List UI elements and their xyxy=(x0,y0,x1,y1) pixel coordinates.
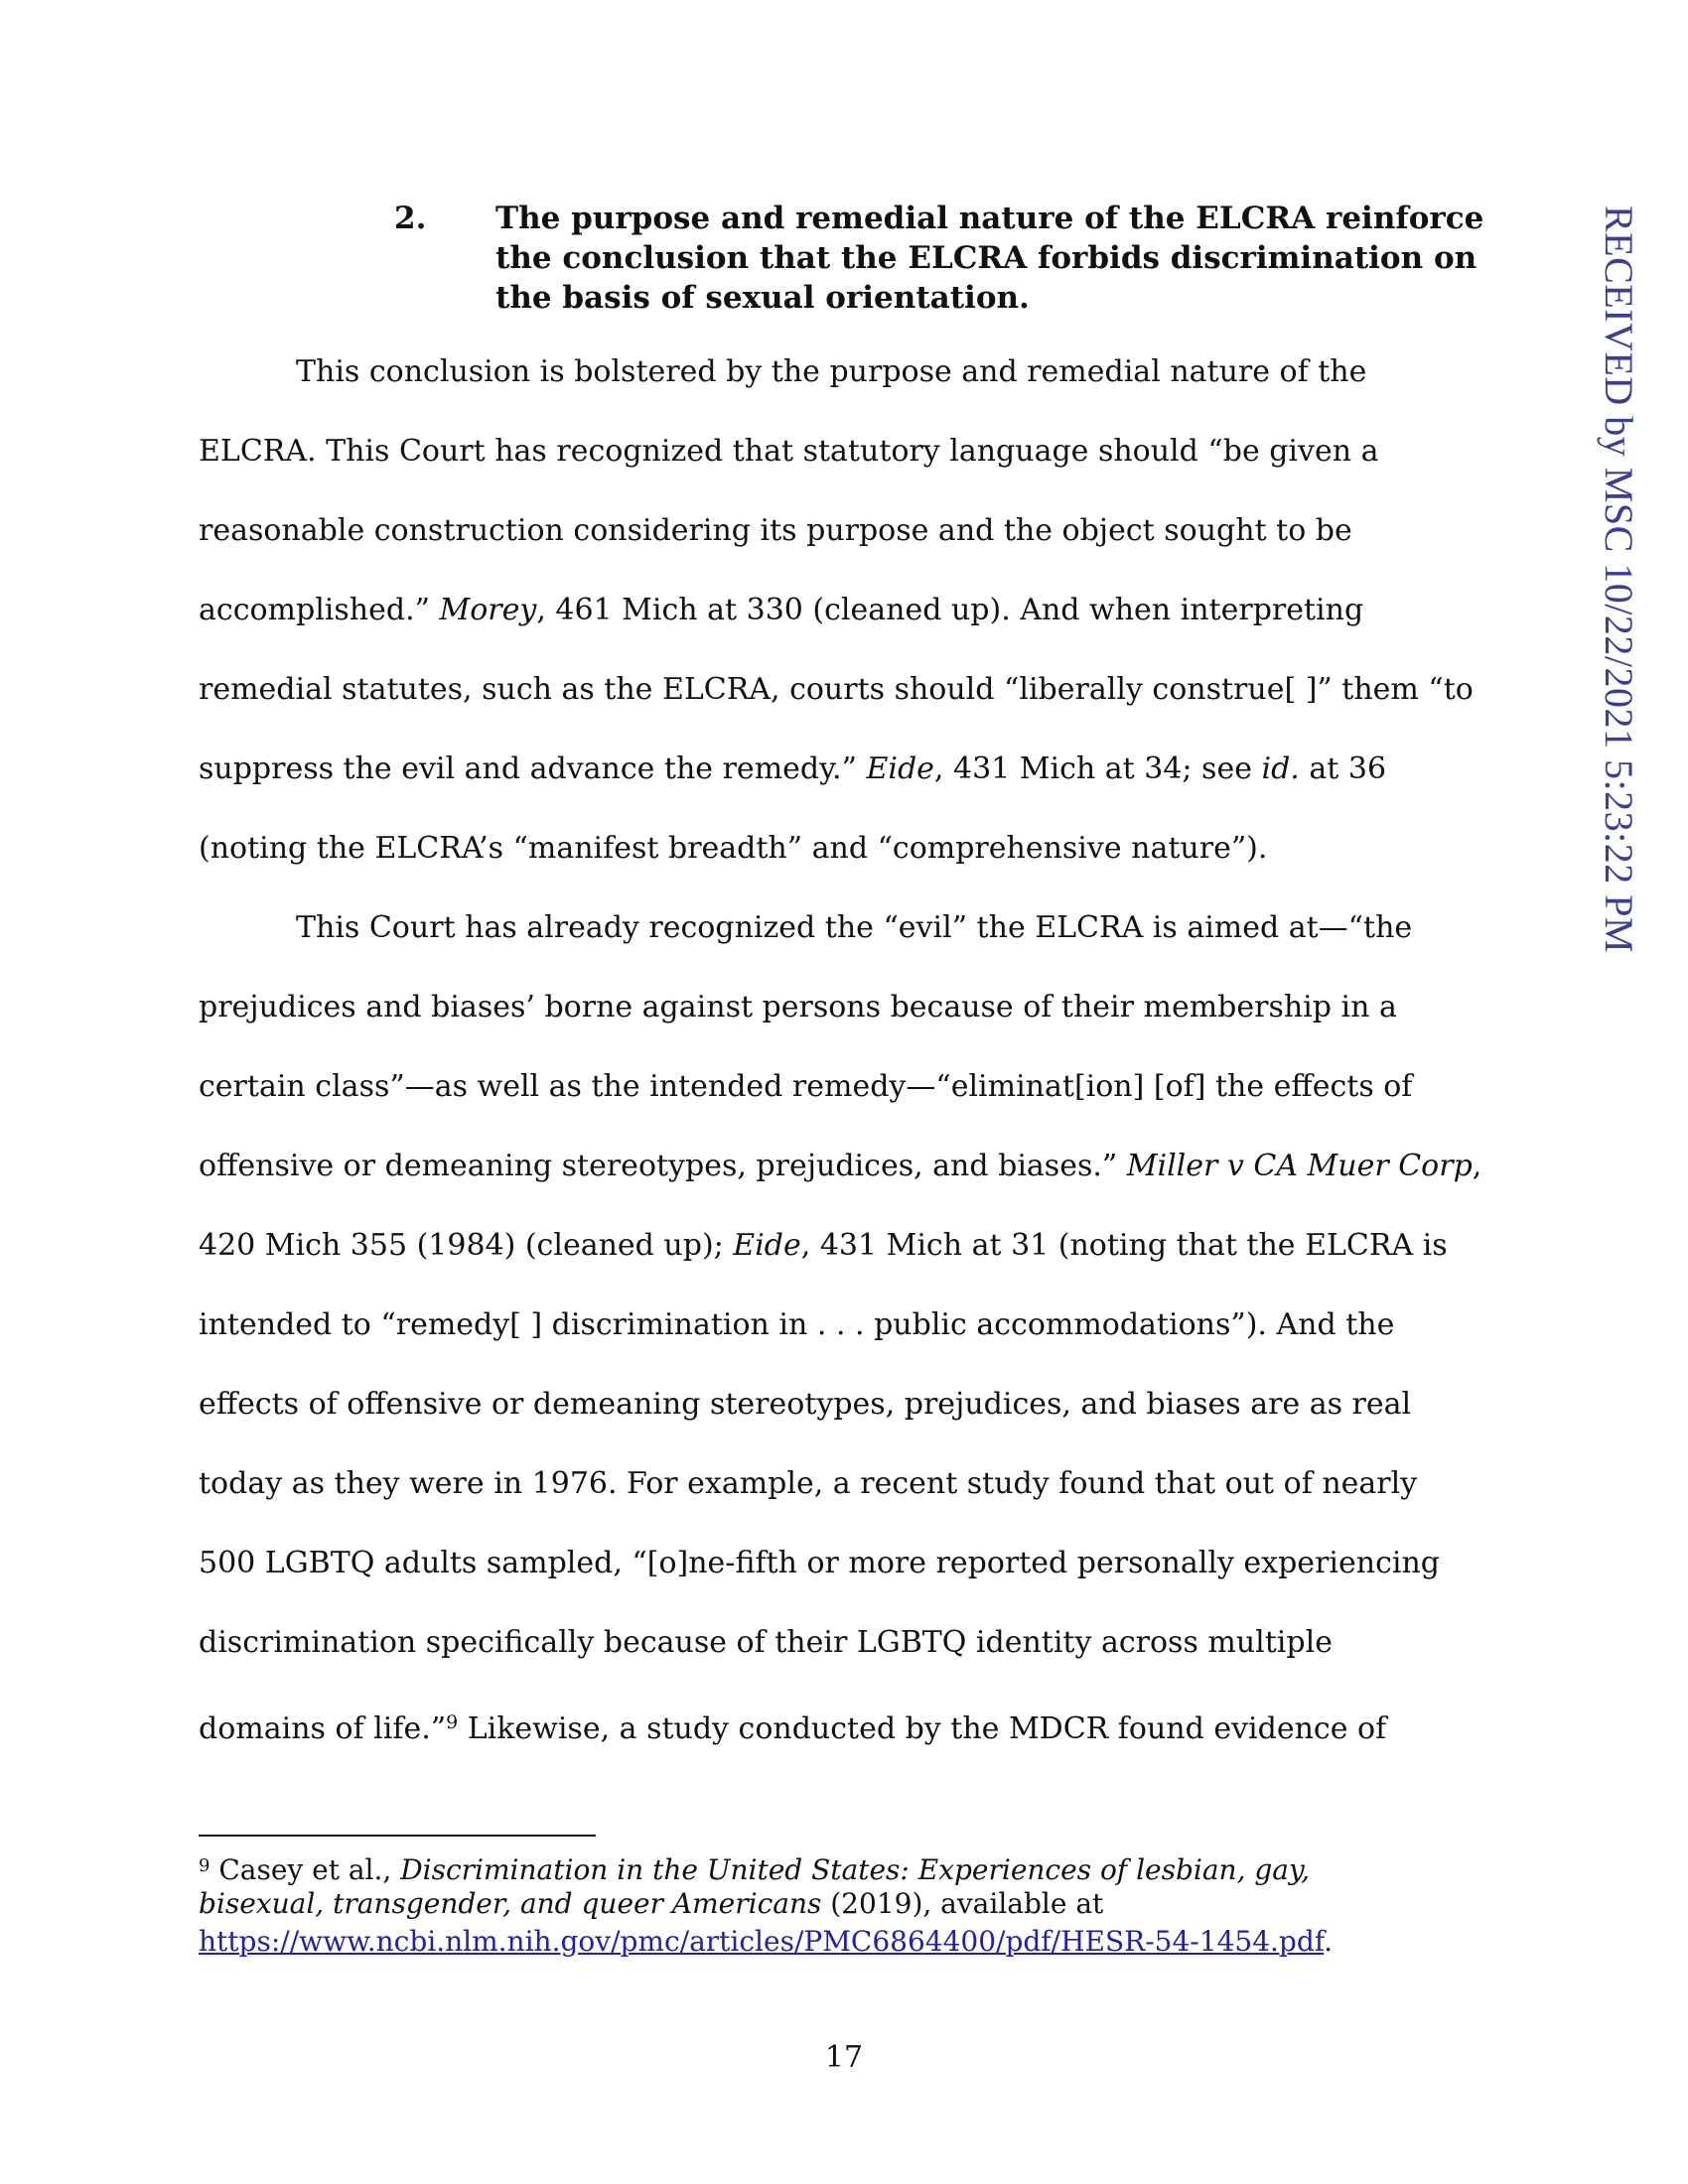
body-line-1: This conclusion is bolstered by the purpose and remedial nature of the xyxy=(296,354,1367,389)
body-line-15: today as they were in 1976. For example, a recent study found that out of nearly xyxy=(199,1466,1418,1501)
footnote-line-1: $^9$ Casey et al., Discrimination in the United States: Experiences of lesbian, gay, xyxy=(199,1853,1310,1886)
body-line-12: 420 Mich 355 (1984) (cleaned up); Eide, 431 Mich at 31 (noting that the ELCRA is xyxy=(199,1228,1448,1263)
footnote-line-3: https://www.ncbi.nlm.nih.gov/pmc/articles/PMC6864400/pdf/HESR-54-1454.pdf. xyxy=(199,1925,1334,1958)
case-name-eide: Eide xyxy=(866,751,934,786)
heading-line-3: the basis of sexual orientation. xyxy=(495,280,1030,316)
heading-number: 2. xyxy=(394,201,427,236)
case-name-eide-2: Eide xyxy=(733,1228,801,1263)
body-line-13: intended to “remedy[ ] discrimination in . . . public accommodations”). And the xyxy=(199,1307,1395,1342)
footnote-line-2: bisexual, transgender, and queer Americans (2019), available at xyxy=(199,1887,1104,1920)
body-line-11: offensive or demeaning stereotypes, prejudices, and biases.” Miller v CA Muer Corp, xyxy=(199,1149,1482,1183)
heading-text xyxy=(495,199,1503,318)
heading-line-1: The purpose and remedial nature of the ELCRA reinforce xyxy=(495,201,1484,236)
heading-line-2: the conclusion that the ELCRA forbids discrimination on xyxy=(495,240,1477,276)
received-stamp: RECEIVED by MSC 10/22/2021 5:23:22 PM xyxy=(1597,205,1641,954)
body-line-5: remedial statutes, such as the ELCRA, courts should “liberally construe[ ]” them “to xyxy=(199,672,1474,707)
body-line-18: domains of life.”$^9$ Likewise, a study conducted by the MDCR found evidence of xyxy=(199,1711,1387,1746)
body-line-8: This Court has already recognized the “evil” the ELCRA is aimed at—“the xyxy=(296,910,1413,945)
body-line-7: (noting the ELCRA’s “manifest breadth” and “comprehensive nature”). xyxy=(199,831,1268,866)
case-name-miller: Miller v CA Muer Corp xyxy=(1126,1149,1473,1183)
body-line-3: reasonable construction considering its purpose and the object sought to be xyxy=(199,513,1352,548)
page-number: 17 xyxy=(824,2040,864,2075)
footnote-url-link[interactable]: https://www.ncbi.nlm.nih.gov/pmc/articles/PMC6864400/pdf/HESR-54-1454.pdf xyxy=(199,1925,1325,1958)
body-line-16: 500 LGBTQ adults sampled, “[o]ne-fifth or more reported personally experiencing xyxy=(199,1546,1440,1580)
body-line-2: ELCRA. This Court has recognized that statutory language should “be given a xyxy=(199,434,1379,469)
footnote-divider xyxy=(199,1835,596,1837)
citation-id: id. xyxy=(1261,751,1300,786)
body-line-4: accomplished.” Morey, 461 Mich at 330 (cleaned up). And when interpreting xyxy=(199,593,1364,627)
body-line-14: effects of offensive or demeaning stereotypes, prejudices, and biases are as real xyxy=(199,1387,1412,1422)
body-line-9: prejudices and biases’ borne against persons because of their membership in a xyxy=(199,990,1397,1024)
case-name-morey: Morey xyxy=(439,593,537,627)
body-line-17: discrimination specifically because of their LGBTQ identity across multiple xyxy=(199,1625,1333,1660)
body-line-10: certain class”—as well as the intended remedy—“eliminat[ion] [of] the effects of xyxy=(199,1069,1413,1104)
footnote-reference[interactable]: 9 xyxy=(446,1711,459,1733)
body-line-6: suppress the evil and advance the remedy.” Eide, 431 Mich at 34; see id. at 36 xyxy=(199,751,1387,786)
footnote-mark: 9 xyxy=(199,1855,211,1876)
